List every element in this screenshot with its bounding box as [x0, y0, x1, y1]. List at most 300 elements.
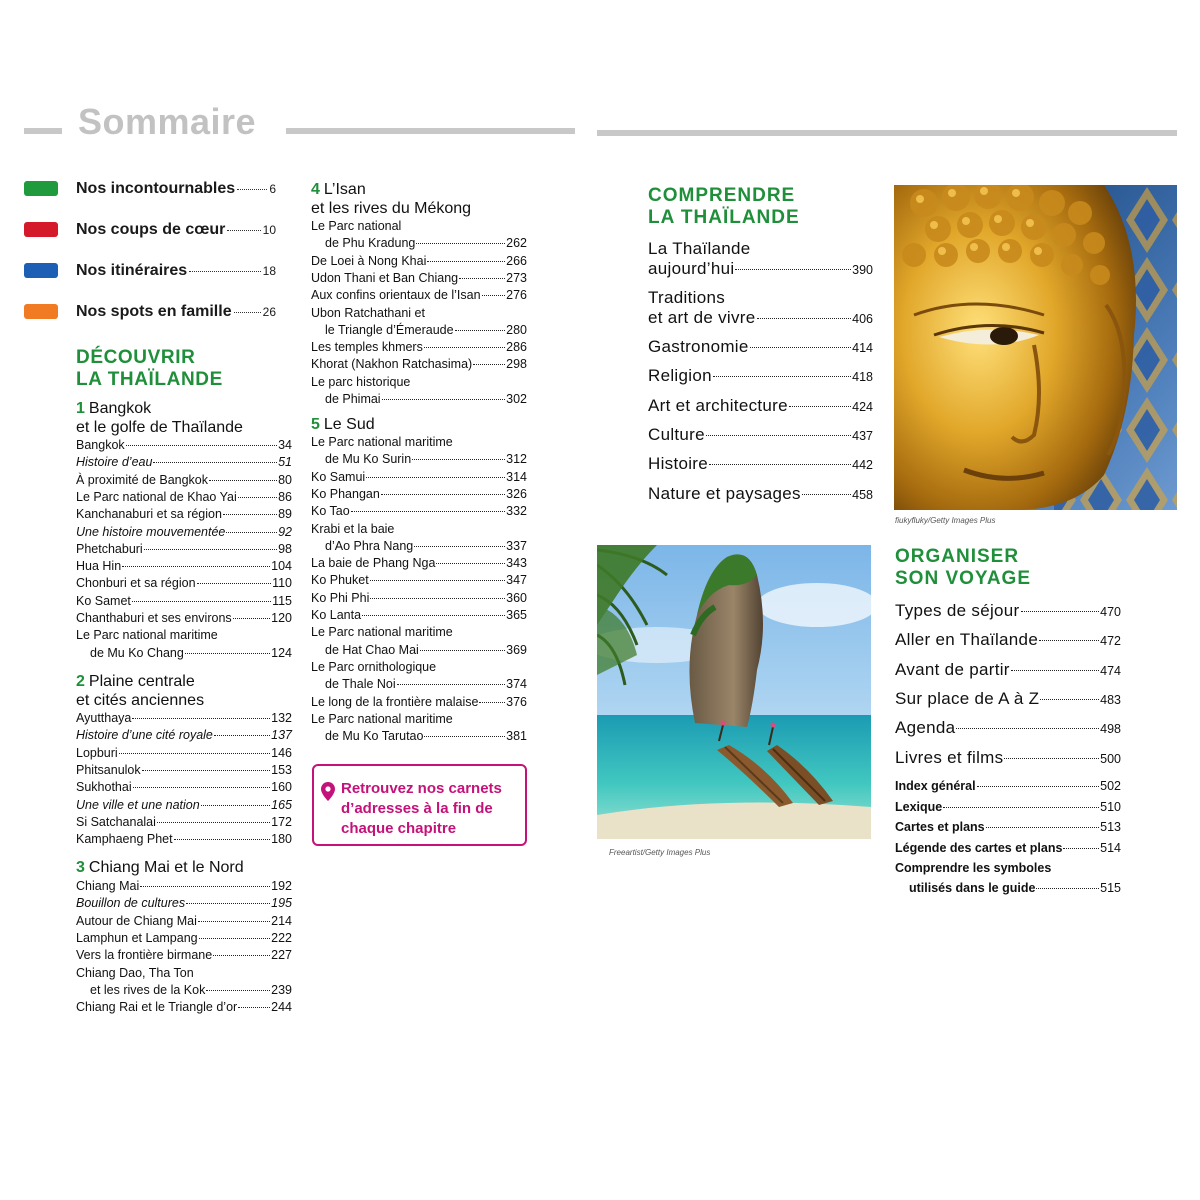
leader-dots	[706, 435, 851, 436]
section-title-decouvrir: DÉCOUVRIR LA THAÏLANDE	[76, 347, 223, 390]
entry-page: 160	[271, 780, 292, 795]
entry-label: Une ville et une nation	[76, 797, 200, 812]
leader-dots	[238, 497, 277, 498]
leader-dots	[757, 318, 852, 319]
entry-label: Chiang Rai et le Triangle d’or	[76, 1000, 238, 1015]
entry-page: 214	[271, 913, 292, 928]
leader-dots	[459, 278, 505, 279]
leader-dots	[414, 546, 505, 547]
toc-entry[interactable]	[325, 391, 527, 408]
entry-page: 347	[506, 573, 527, 588]
entry-label: de Mu Ko Surin	[325, 452, 412, 467]
entry-label: Culture	[648, 424, 705, 444]
leader-dots	[1036, 888, 1099, 889]
leader-dots	[351, 511, 505, 512]
entry-page: 51	[278, 455, 292, 470]
entry-page: 280	[506, 322, 527, 337]
entry-page: 390	[852, 263, 873, 277]
chapter-heading: 2 Plaine centrale et cités anciennes	[76, 673, 205, 709]
toc-entry[interactable]	[76, 831, 292, 848]
tab-orange	[24, 304, 58, 319]
toc-entry[interactable]	[76, 472, 292, 489]
entry-page: 266	[506, 253, 527, 268]
leader-dots	[132, 601, 271, 602]
entry-label: Nature et paysages	[648, 483, 801, 503]
toc-entry[interactable]	[76, 558, 292, 575]
entry-label-line: Krabi et la baie	[311, 521, 395, 536]
toc-entry[interactable]	[76, 895, 292, 912]
entry-page: 337	[506, 538, 527, 553]
entry-page: 244	[271, 1000, 292, 1015]
entry-page: 92	[278, 524, 292, 539]
leader-dots	[157, 822, 270, 823]
toc-entry[interactable]	[76, 779, 292, 796]
entry-page: 374	[506, 677, 527, 692]
toc-entry[interactable]	[90, 645, 292, 662]
entry-label: Gastronomie	[648, 337, 749, 356]
entry-page: 124	[271, 645, 292, 660]
toc-entry[interactable]	[648, 454, 873, 475]
entry-label-line: Le Parc national	[311, 219, 402, 233]
toc-entry[interactable]	[311, 287, 527, 304]
entry-label: Art et architecture	[648, 395, 788, 415]
entry-label: Livres et films	[895, 747, 1004, 767]
entry-label: Si Satchanalai	[76, 814, 156, 829]
toc-entry[interactable]	[648, 337, 873, 358]
toc-entry[interactable]	[325, 322, 527, 339]
entry-page: 195	[271, 896, 292, 911]
leader-dots	[197, 583, 272, 584]
leader-dots	[226, 532, 277, 533]
leader-dots	[427, 261, 505, 262]
toc-entry[interactable]	[76, 797, 292, 814]
entry-label: Hua Hin	[76, 559, 122, 574]
entry-label: d’Ao Phra Nang	[325, 538, 414, 553]
entry-page: 298	[506, 357, 527, 372]
entry-label: Khorat (Nakhon Ratchasima)	[311, 357, 473, 372]
entry-page: 474	[1100, 663, 1121, 678]
toc-entry[interactable]	[76, 593, 292, 610]
entry-page: 302	[506, 392, 527, 406]
toc-entry[interactable]	[76, 814, 292, 831]
chapter-heading: 4 L’Isan et les rives du Mékong	[311, 181, 472, 217]
toc-entry[interactable]	[76, 541, 292, 558]
toc-entry[interactable]	[895, 660, 1121, 681]
entry-page: 146	[271, 745, 292, 760]
entry-page: 222	[271, 930, 292, 945]
toc-entry[interactable]	[648, 308, 873, 329]
header-rule-middle	[286, 128, 575, 134]
toc-entry[interactable]	[76, 437, 292, 454]
entry-label: Religion	[648, 366, 712, 386]
entry-label: Bangkok	[76, 438, 125, 452]
entry-label: Cartes et plans	[895, 820, 985, 835]
entry-label: et art de vivre	[648, 308, 756, 327]
entry-page: 500	[1100, 751, 1121, 766]
tab-blue	[24, 263, 58, 278]
leader-dots	[1011, 670, 1099, 671]
leader-dots	[424, 736, 505, 737]
toc-entry[interactable]	[895, 748, 1121, 769]
leader-dots	[206, 990, 270, 991]
toc-entry[interactable]	[311, 469, 527, 486]
header-rule-right	[597, 130, 1177, 136]
leader-dots	[713, 376, 851, 377]
leader-dots	[370, 598, 505, 599]
entry-label: Ko Tao	[311, 504, 350, 519]
callout-text: Retrouvez nos carnets d’adresses à la fin de chaque chapitre	[341, 780, 502, 837]
entry-page: 437	[852, 428, 873, 443]
entry-page: 110	[272, 576, 292, 591]
entry-label: Ayutthaya	[76, 711, 132, 725]
toc-entry[interactable]	[325, 642, 527, 659]
entry-label: Sur place de A à Z	[895, 688, 1040, 708]
entry-page: 381	[506, 729, 527, 744]
leader-dots	[238, 1007, 270, 1008]
leader-dots	[709, 464, 851, 465]
entry-page: 418	[852, 370, 873, 385]
entry-label-line: Le Parc national maritime	[311, 435, 453, 449]
tab-green	[24, 181, 58, 196]
toc-entry[interactable]	[895, 799, 1121, 816]
toc-entry[interactable]	[325, 235, 527, 252]
leader-dots	[174, 839, 271, 840]
leader-dots	[201, 805, 270, 806]
entry-page: 332	[506, 504, 527, 519]
leader-dots	[122, 566, 270, 567]
entry-label: de Hat Chao Mai	[325, 642, 419, 657]
entry-page: 98	[278, 541, 292, 556]
leader-dots	[209, 480, 277, 481]
leader-dots	[1040, 699, 1099, 700]
entry-label: Ko Phuket	[311, 573, 369, 588]
entry-page: 86	[278, 489, 292, 504]
toc-entry[interactable]	[648, 484, 873, 505]
leader-dots	[473, 364, 505, 365]
entry-page: 502	[1100, 779, 1121, 793]
section-title-comprendre: COMPRENDRE LA THAÏLANDE	[648, 185, 800, 228]
entry-page: 89	[278, 507, 292, 522]
entry-label: Le long de la frontière malaise	[311, 694, 479, 709]
entry-label: Chiang Mai	[76, 879, 140, 893]
leader-dots	[214, 735, 270, 736]
entry-page: 104	[271, 559, 292, 574]
leader-dots	[362, 615, 505, 616]
entry-label: Types de séjour	[895, 601, 1020, 620]
chapter-heading: 5 Le Sud	[311, 416, 375, 433]
entry-label: de Thale Noi	[325, 677, 396, 692]
toc-entry[interactable]	[311, 339, 527, 356]
leader-dots	[382, 399, 506, 400]
entry-page: 510	[1100, 799, 1121, 814]
entry-page: 273	[506, 270, 527, 285]
entry-page: 483	[1100, 692, 1121, 707]
entry-page: 286	[506, 340, 527, 355]
entry-label: Les temples khmers	[311, 340, 423, 355]
chapter-heading: 3 Chiang Mai et le Nord	[76, 859, 244, 876]
entry-page: 80	[278, 472, 292, 487]
photo-credit: Freeartist/Getty Images Plus	[609, 848, 711, 857]
entry-label: Une histoire mouvementée	[76, 524, 226, 539]
toc-entry[interactable]	[90, 982, 292, 999]
leader-dots	[977, 786, 1100, 787]
entry-label: Histoire d’eau	[76, 455, 153, 470]
toc-entry[interactable]	[76, 524, 292, 541]
toc-entry[interactable]	[76, 762, 292, 779]
toc-entry[interactable]	[325, 676, 527, 693]
leader-dots	[223, 514, 277, 515]
leader-dots	[133, 787, 271, 788]
entry-label: Udon Thani et Ban Chiang	[311, 270, 459, 285]
entry-label-line: Le Parc national maritime	[311, 711, 453, 726]
leader-dots	[198, 921, 270, 922]
address-callout	[312, 764, 527, 846]
entry-page: 472	[1100, 634, 1121, 649]
leader-dots	[455, 330, 506, 331]
toc-entry[interactable]	[76, 506, 292, 523]
entry-label: Ko Samet	[76, 593, 131, 608]
toc-entry[interactable]	[76, 745, 292, 762]
island-photo	[597, 545, 871, 839]
toc-entry[interactable]	[311, 270, 527, 287]
entry-page: 458	[852, 487, 873, 502]
toc-entry[interactable]	[76, 913, 292, 930]
toc-entry[interactable]	[895, 601, 1121, 622]
leader-dots	[986, 827, 1100, 828]
toc-entry[interactable]	[311, 607, 527, 624]
toc-entry[interactable]	[311, 572, 527, 589]
entry-page: 115	[272, 593, 292, 608]
leader-dots	[186, 903, 270, 904]
leader-dots	[126, 445, 277, 446]
entry-page: 34	[278, 438, 292, 452]
leader-dots	[199, 938, 271, 939]
toc-entry[interactable]	[76, 454, 292, 471]
entry-page: 192	[271, 879, 292, 893]
leader-dots	[142, 770, 271, 771]
entry-page: 406	[852, 312, 873, 326]
entry-page: 227	[271, 948, 292, 963]
toc-entry[interactable]	[648, 259, 873, 280]
toc-entry[interactable]	[895, 689, 1121, 710]
entry-page: 343	[506, 556, 527, 571]
entry-page: 515	[1100, 881, 1121, 896]
toc-entry[interactable]	[325, 728, 527, 745]
tab-red	[24, 222, 58, 237]
entry-label: Légende des cartes et plans	[895, 840, 1063, 855]
leader-dots	[735, 269, 851, 270]
leader-dots	[750, 347, 852, 348]
entry-label-line: Le Parc national maritime	[311, 625, 453, 640]
entry-label: utilisés dans le guide	[909, 881, 1036, 896]
entry-label: Sukhothai	[76, 780, 132, 795]
toc-entry[interactable]	[76, 489, 292, 506]
entry-label-line: Le Parc national maritime	[76, 628, 218, 643]
leader-dots	[424, 347, 505, 348]
entry-label: Le Parc national de Khao Yai	[76, 489, 237, 504]
leader-dots	[802, 494, 851, 495]
section-title-organiser: ORGANISER SON VOYAGE	[895, 546, 1032, 589]
entry-page: 120	[271, 611, 292, 625]
toc-entry[interactable]	[311, 555, 527, 572]
entry-label: Bouillon de cultures	[76, 896, 186, 911]
entry-label: aujourd’hui	[648, 259, 735, 278]
toc-entry[interactable]	[76, 947, 292, 964]
entry-label: Vers la frontière birmane	[76, 948, 213, 963]
photo-credit: fiukyfluky/Getty Images Plus	[895, 516, 996, 525]
leader-dots	[416, 243, 505, 244]
entry-page: 424	[852, 399, 873, 414]
toc-entry[interactable]	[76, 878, 292, 895]
leader-dots	[381, 494, 505, 495]
toc-entry[interactable]	[311, 694, 527, 711]
toc-entry[interactable]	[76, 930, 292, 947]
entry-label: Avant de partir	[895, 659, 1010, 679]
entry-page: 376	[506, 694, 527, 709]
leader-dots	[140, 886, 270, 887]
entry-label: de Mu Ko Tarutao	[325, 729, 424, 744]
entry-label-line: Chiang Dao, Tha Ton	[76, 965, 194, 980]
entry-page: 153	[271, 762, 292, 777]
toc-entry[interactable]	[895, 840, 1121, 857]
entry-label: de Phimai	[325, 392, 381, 406]
toc-entry[interactable]	[311, 503, 527, 520]
leader-dots	[479, 702, 505, 703]
toc-entry[interactable]	[325, 538, 527, 555]
toc-entry[interactable]	[648, 425, 873, 446]
leader-dots	[1039, 640, 1099, 641]
entry-label: La baie de Phang Nga	[311, 556, 436, 571]
entry-label: Histoire	[648, 454, 709, 474]
leader-dots	[420, 650, 505, 651]
entry-page: 369	[506, 642, 527, 657]
toc-entry[interactable]	[895, 630, 1121, 651]
entry-label: Autour de Chiang Mai	[76, 913, 197, 928]
leader-dots	[397, 684, 505, 685]
toc-entry[interactable]	[895, 778, 1121, 795]
entry-label: Ko Phangan	[311, 486, 380, 501]
map-pin-icon	[321, 782, 335, 801]
leader-dots	[1004, 758, 1099, 759]
featured-item[interactable]: Nos spots en famille 26	[76, 303, 276, 320]
entry-label: Lamphun et Lampang	[76, 930, 198, 945]
leader-dots	[436, 563, 505, 564]
entry-label-line: La Thaïlande	[648, 239, 751, 258]
entry-page: 470	[1100, 605, 1121, 619]
entry-label: et les rives de la Kok	[90, 982, 206, 997]
toc-entry[interactable]	[76, 575, 292, 592]
toc-entry[interactable]	[76, 610, 292, 627]
entry-page: 239	[271, 982, 292, 997]
entry-page: 414	[852, 341, 873, 355]
toc-entry[interactable]	[76, 999, 292, 1016]
entry-page: 360	[506, 590, 527, 605]
toc-entry[interactable]	[895, 718, 1121, 739]
toc-entry[interactable]	[311, 590, 527, 607]
entry-label: Index général	[895, 779, 976, 793]
entry-label: Ko Samui	[311, 469, 366, 484]
entry-label-line: Ubon Ratchathani et	[311, 305, 425, 320]
entry-page: 180	[271, 832, 292, 847]
entry-page: 442	[852, 458, 873, 473]
entry-label: Kamphaeng Phet	[76, 832, 173, 847]
entry-page: 132	[271, 711, 292, 725]
page-title: Sommaire	[78, 101, 257, 142]
toc-entry[interactable]	[895, 819, 1121, 836]
entry-label-line: Le Parc ornithologique	[311, 659, 437, 674]
entry-label: À proximité de Bangkok	[76, 472, 209, 487]
entry-label: Phitsanulok	[76, 762, 141, 777]
entry-label-line: Comprendre les symboles	[895, 861, 1052, 876]
entry-label: Histoire d’une cité royale	[76, 728, 213, 743]
entry-label: Agenda	[895, 718, 956, 738]
entry-page: 514	[1100, 840, 1121, 855]
leader-dots	[233, 618, 270, 619]
entry-label: Chanthaburi et ses environs	[76, 611, 232, 625]
toc-entry[interactable]	[909, 880, 1121, 897]
entry-page: 165	[271, 797, 292, 812]
toc-entry[interactable]	[311, 356, 527, 373]
buddha-photo	[894, 185, 1177, 510]
toc-entry[interactable]	[648, 396, 873, 417]
entry-label: De Loei à Nong Khai	[311, 253, 427, 268]
leader-dots	[119, 753, 270, 754]
entry-label: Ko Phi Phi	[311, 590, 370, 605]
leader-dots	[482, 295, 506, 296]
entry-label: de Phu Kradung	[325, 236, 416, 251]
toc-entry[interactable]	[76, 710, 292, 727]
entry-page: 312	[506, 452, 527, 467]
leader-dots	[412, 459, 505, 460]
leader-dots	[213, 955, 270, 956]
featured-item[interactable]: Nos incontournables 6	[76, 180, 276, 197]
leader-dots	[1021, 611, 1100, 612]
leader-dots	[1063, 848, 1099, 849]
entry-page: 498	[1100, 722, 1121, 737]
entry-page: 314	[506, 469, 527, 484]
entry-page: 137	[271, 728, 292, 743]
leader-dots	[366, 477, 505, 478]
entry-label: Kanchanaburi et sa région	[76, 507, 222, 522]
entry-label: de Mu Ko Chang	[90, 645, 184, 660]
featured-item[interactable]: Nos coups de cœur 10	[76, 221, 276, 238]
entry-page: 365	[506, 608, 527, 622]
toc-entry[interactable]	[648, 366, 873, 387]
entry-label: Lexique	[895, 799, 943, 814]
entry-page: 262	[506, 236, 527, 251]
leader-dots	[943, 807, 1099, 808]
toc-entry[interactable]	[76, 727, 292, 744]
entry-label: Ko Lanta	[311, 608, 362, 622]
leader-dots	[144, 549, 277, 550]
leader-dots	[956, 728, 1099, 729]
entry-page: 172	[271, 814, 292, 829]
entry-label: Chonburi et sa région	[76, 576, 196, 591]
leader-dots	[153, 462, 277, 463]
entry-label-line: Traditions	[648, 288, 726, 307]
toc-entry[interactable]	[325, 451, 527, 468]
header-rule-left	[24, 128, 62, 134]
entry-label: Aux confins orientaux de l’Isan	[311, 288, 481, 303]
featured-item[interactable]: Nos itinéraires 18	[76, 262, 276, 279]
toc-entry[interactable]	[311, 253, 527, 270]
entry-page: 276	[506, 288, 527, 303]
chapter-heading: 1 Bangkok et le golfe de Thaïlande	[76, 400, 243, 436]
toc-entry[interactable]	[311, 486, 527, 503]
leader-dots	[132, 718, 270, 719]
entry-page: 513	[1100, 820, 1121, 835]
entry-label: Phetchaburi	[76, 541, 143, 556]
